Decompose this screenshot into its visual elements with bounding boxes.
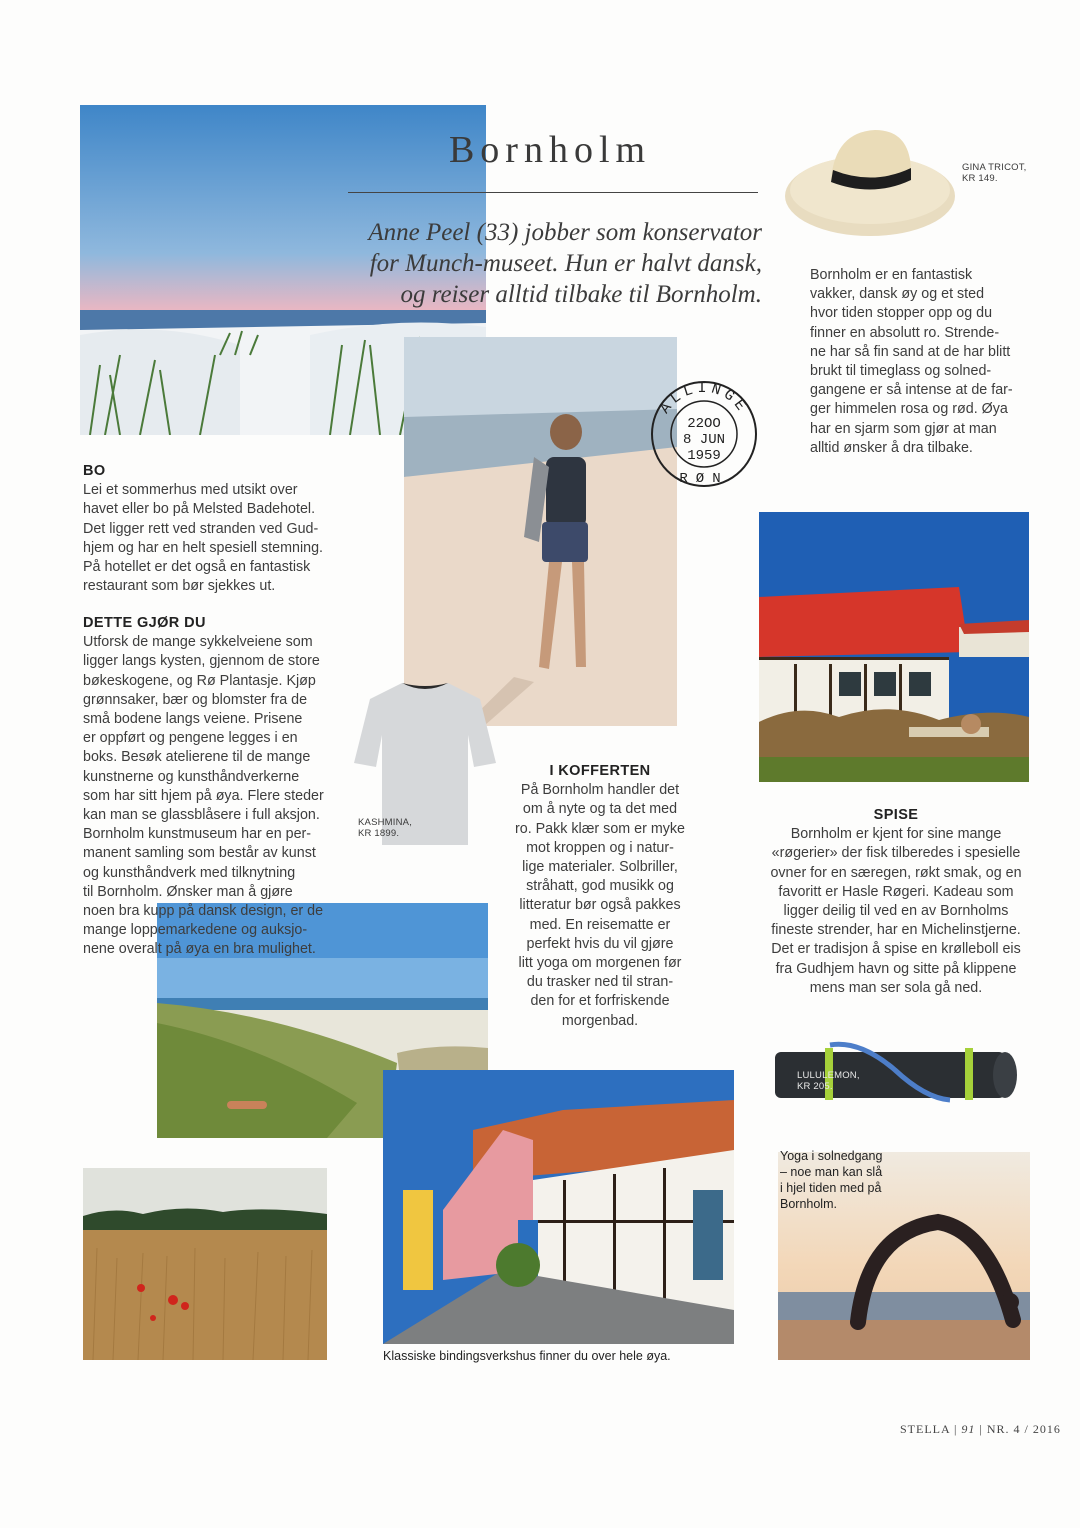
svg-text:ALLINGE: ALLINGE — [656, 380, 752, 418]
colorful-houses-photo — [383, 1070, 734, 1344]
kofferten-section: I KOFFERTEN På Bornholm handler det om å nyte og ta det med ro. Pakk klær som er myke mot kroppen og i natur- lige materialer. Solbriller, stråhatt, god musikk og litteratur bør også pakkes med. En reisematte er perfekt hvis du vil gjøre litt yoga om morgenen før du trasker ned til stran- den for et forfriskende morgenbad. — [510, 762, 690, 1031]
kofferten-heading: I KOFFERTEN — [549, 763, 651, 779]
page-title: Bornholm — [448, 129, 652, 171]
svg-text:8 JUN: 8 JUN — [682, 432, 726, 448]
page-footer: STELLA | 91 | NR. 4 / 2016 — [900, 1422, 1061, 1436]
issue-label: NR. 4 / 2016 — [986, 1422, 1061, 1436]
dette-gjor-du-section: DETTE GJØR DU Utforsk de mange sykkelveiene som ligger langs kysten, gjennom de store bøkeskogene, og Rø Plantasje. Kjøp grønnsaker, bær og blomster fra de små bodene langs veiene. Prisene er oppført og pengene legges i en boks. Besøk atelierene til de mange kunstnerne og kunsthåndverkerne som har sitt hjem på øya. Flere steder kan man se glassblåsere i full aksjon. Bornholm kunstmuseum har en per- manent samling som består av kunst og kunsthåndverk med tilknytning til Bornholm. Ønsker man å gjøre noen bra kupp på dansk design, er de mange loppemarkedene og auksjo- nene overalt på øya en bra mulighet. — [83, 615, 324, 958]
yoga-caption: Yoga i solnedgang – noe man kan slå i hjel tiden med på Bornholm. — [780, 1149, 883, 1211]
dette-gjor-du-heading: DETTE GJØR DU — [83, 615, 206, 631]
svg-text:22OO: 22OO — [687, 416, 721, 432]
svg-text:RØN: RØN — [679, 471, 729, 487]
title-divider — [348, 192, 758, 193]
mat-price-label: LULULEMON, KR 205. — [797, 1070, 860, 1092]
page-number: 91 — [961, 1422, 976, 1436]
spise-heading: SPISE — [873, 807, 919, 823]
bo-section: BO Lei et sommerhus med utsikt over havet eller bo på Melsted Badehotel. Det ligger rett ved stranden ved Gud- hjem og har en helt spesiell stemning. På hotellet er det også en fantastisk restaurant som bør sjekkes ut. — [83, 463, 324, 595]
woman-on-beach-photo — [404, 337, 677, 726]
houses-caption: Klassiske bindingsverkshus finner du over hele øya. — [383, 1349, 671, 1363]
postmark-stamp — [648, 378, 760, 490]
svg-text:1959: 1959 — [687, 448, 721, 464]
red-roof-house-photo — [759, 512, 1029, 782]
magazine-name: STELLA — [900, 1422, 950, 1436]
intro-lede: Anne Peel (33) jobber som konservator for Munch-museet. Hun er halvt dansk, og reiser alltid tilbake til Bornholm. — [368, 219, 762, 308]
straw-hat-image — [783, 118, 958, 240]
hat-price-label: GINA TRICOT, KR 149. — [962, 162, 1027, 184]
sweater-price-label: KASHMINA, KR 1899. — [358, 817, 413, 839]
wheat-field-photo — [83, 1168, 327, 1360]
spise-section: SPISE Bornholm er kjent for sine mange «røgerier» der fisk tilberedes i spesielle ovner for en særegen, røkt smak, og en favoritt er Hasle Røgeri. Kadeau som ligger deilig til ved en av Bornholms fineste strender, har en Michelinstjerne. Det er tradisjon å spise en krølleboll eis fra Gudhjem havn og sitte på klippene mens man ser sola gå ned. — [768, 806, 1024, 998]
island-description: Bornholm er en fantastisk vakker, dansk øy og et sted hvor tiden stopper opp og du finner en absolutt ro. Strende- ne har så fin sand at de har blitt brukt til timeglass og solned- gangene er så intense at de far- ger himmelen rosa og rød. Øya har en sjarm som gjør at man alltid ønsker å dra tilbake. — [810, 267, 1013, 456]
bo-heading: BO — [83, 463, 106, 479]
